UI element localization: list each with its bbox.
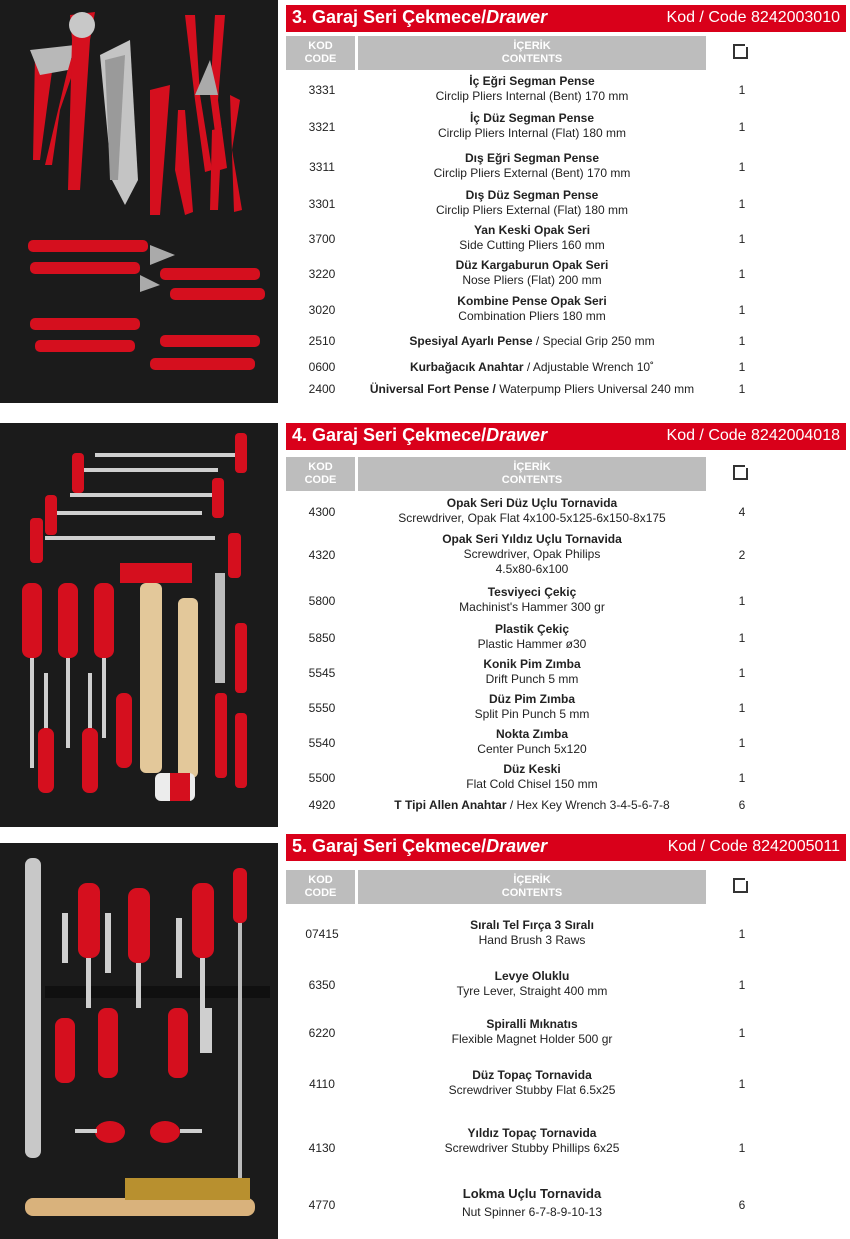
screwdriver-hammer-set-image [0, 423, 278, 827]
checkbox-icon [733, 878, 748, 893]
quantity-column [709, 870, 846, 904]
section-4-code: Kod / Code 8242004018 [666, 427, 840, 444]
drawer-4-photo [0, 423, 278, 827]
section-4-title-bar [286, 423, 846, 450]
section-4-title: 4. Garaj Seri Çekmece/Drawer [292, 425, 548, 445]
drawer-5-photo [0, 843, 278, 1239]
section-5-title-bar [286, 834, 846, 861]
pliers-set-image [0, 0, 278, 403]
section-3-title-bar [286, 5, 846, 32]
section-5-code: Kod / Code 8242005011 [667, 838, 840, 855]
checkbox-icon [733, 44, 748, 59]
misc-tools-set-image [0, 843, 278, 1239]
section-3-table-header: KOD CODE İÇERİK CONTENTS [286, 36, 846, 70]
section-3-title: 3. Garaj Seri Çekmece/Drawer [292, 7, 548, 27]
section-5-title: 5. Garaj Seri Çekmece/Drawer [292, 836, 548, 856]
quantity-column [709, 36, 846, 70]
section-3-code: Kod / Code 8242003010 [666, 9, 840, 26]
drawer-3-photo [0, 0, 278, 403]
quantity-column [709, 457, 846, 491]
section-4-table-header: KOD CODE İÇERİK CONTENTS [286, 457, 846, 491]
section-5-table-header: KOD CODE İÇERİK CONTENTS [286, 870, 846, 904]
checkbox-icon [733, 465, 748, 480]
